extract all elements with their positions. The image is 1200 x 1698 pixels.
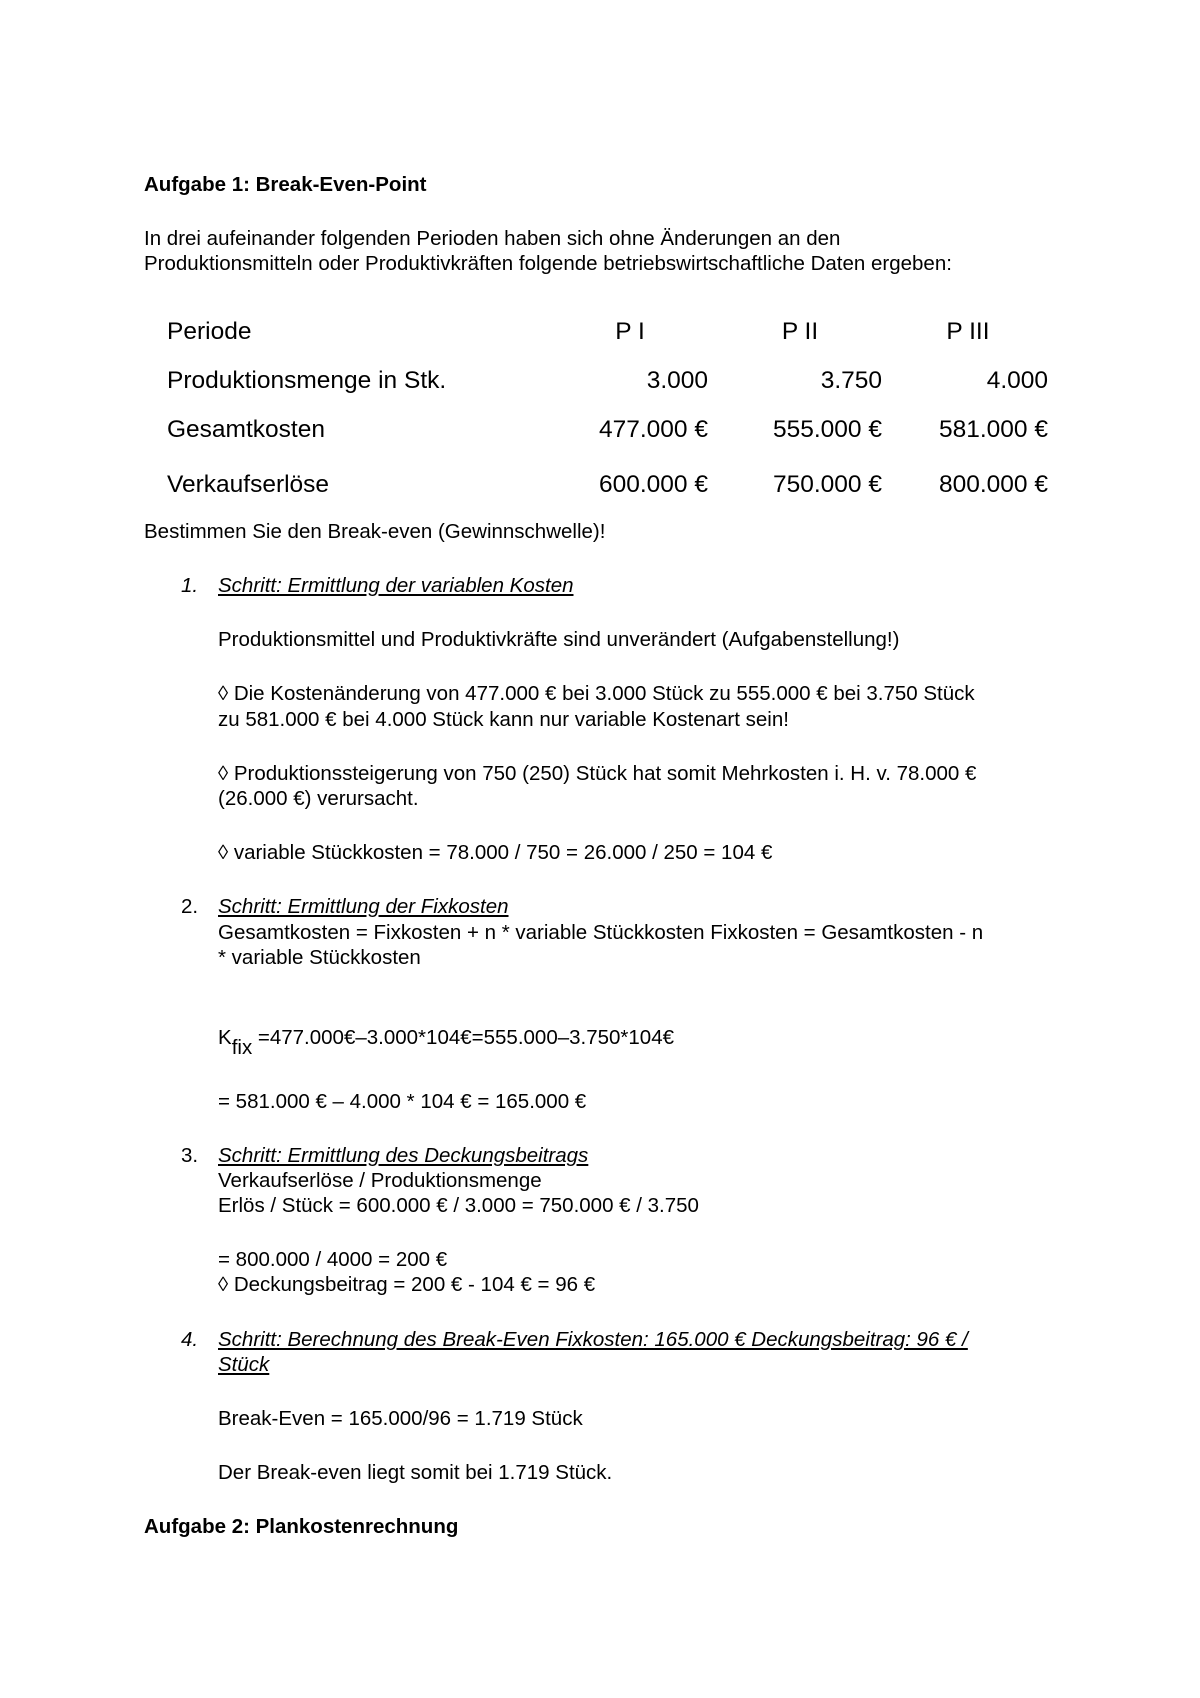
step-text: = 800.000 / 4000 = 200 € xyxy=(218,1248,448,1271)
step-number: 3. xyxy=(181,1144,199,1167)
table-header-p3: P III xyxy=(946,318,990,345)
intro-line-1: In drei aufeinander folgenden Perioden haben sich ohne Änderungen an den xyxy=(144,227,841,250)
table-row-label: Produktionsmenge in Stk. xyxy=(167,367,447,394)
table-cell: 600.000 € xyxy=(599,471,708,498)
table-row-label: Verkaufserlöse xyxy=(167,471,330,498)
formula-rest: =477.000€–3.000*104€=555.000–3.750*104€ xyxy=(252,1026,674,1049)
step-number: 4. xyxy=(181,1328,199,1351)
step-heading-cont: Stück xyxy=(218,1353,270,1376)
table-cell: 477.000 € xyxy=(599,416,708,443)
step-text: ◊ Die Kostenänderung von 477.000 € bei 3.000 Stück zu 555.000 € bei 3.750 Stück xyxy=(218,682,975,705)
step-heading: Schritt: Ermittlung der Fixkosten xyxy=(218,895,509,918)
task2-title: Aufgabe 2: Plankostenrechnung xyxy=(144,1515,459,1538)
table-cell: 555.000 € xyxy=(773,416,882,443)
step-heading: Schritt: Ermittlung des Deckungsbeitrags xyxy=(218,1144,589,1167)
step-text: * variable Stückkosten xyxy=(218,946,421,969)
step-text: ◊ variable Stückkosten = 78.000 / 750 = 26.000 / 250 = 104 € xyxy=(218,841,773,864)
step-text: (26.000 €) verursacht. xyxy=(218,787,419,810)
step-number: 1. xyxy=(181,574,199,597)
table-cell: 3.750 xyxy=(820,367,882,394)
step-heading: Schritt: Berechnung des Break-Even Fixkosten: 165.000 € Deckungsbeitrag: 96 € / xyxy=(218,1328,968,1351)
formula-k: K xyxy=(218,1026,232,1049)
intro-line-2: Produktionsmitteln oder Produktivkräften folgende betriebswirtschaftliche Daten ergeben: xyxy=(144,252,952,275)
step-text: Verkaufserlöse / Produktionsmenge xyxy=(218,1169,542,1192)
table-header-p2: P II xyxy=(781,318,819,345)
table-header-p1: P I xyxy=(615,318,645,345)
question: Bestimmen Sie den Break-even (Gewinnschwelle)! xyxy=(144,520,606,543)
step-text: Der Break-even liegt somit bei 1.719 Stück. xyxy=(218,1461,613,1484)
step-text: ◊ Produktionssteigerung von 750 (250) Stück hat somit Mehrkosten i. H. v. 78.000 € xyxy=(218,762,977,785)
formula-subscript: fix xyxy=(231,1036,253,1059)
step-text: zu 581.000 € bei 4.000 Stück kann nur variable Kostenart sein! xyxy=(218,708,789,731)
table-cell: 750.000 € xyxy=(773,471,882,498)
formula-kfix xyxy=(218,1025,674,1059)
step-number: 2. xyxy=(181,895,199,918)
step-text: Break-Even = 165.000/96 = 1.719 Stück xyxy=(218,1407,583,1430)
step-text: Erlös / Stück = 600.000 € / 3.000 = 750.000 € / 3.750 xyxy=(218,1194,699,1217)
table-cell: 3.000 xyxy=(646,367,708,394)
task1-title: Aufgabe 1: Break-Even-Point xyxy=(144,173,427,196)
step-text: ◊ Deckungsbeitrag = 200 € - 104 € = 96 € xyxy=(218,1273,596,1296)
step-text: = 581.000 € – 4.000 * 104 € = 165.000 € xyxy=(218,1090,587,1113)
step-heading: Schritt: Ermittlung der variablen Kosten xyxy=(218,574,574,597)
table-header-periode: Periode xyxy=(167,318,252,345)
table-cell: 800.000 € xyxy=(939,471,1048,498)
table-cell: 581.000 € xyxy=(939,416,1048,443)
step-text: Gesamtkosten = Fixkosten + n * variable Stückkosten Fixkosten = Gesamtkosten - n xyxy=(218,921,984,944)
table-row-label: Gesamtkosten xyxy=(167,416,325,443)
step-text: Produktionsmittel und Produktivkräfte sind unverändert (Aufgabenstellung!) xyxy=(218,628,900,651)
table-cell: 4.000 xyxy=(986,367,1048,394)
